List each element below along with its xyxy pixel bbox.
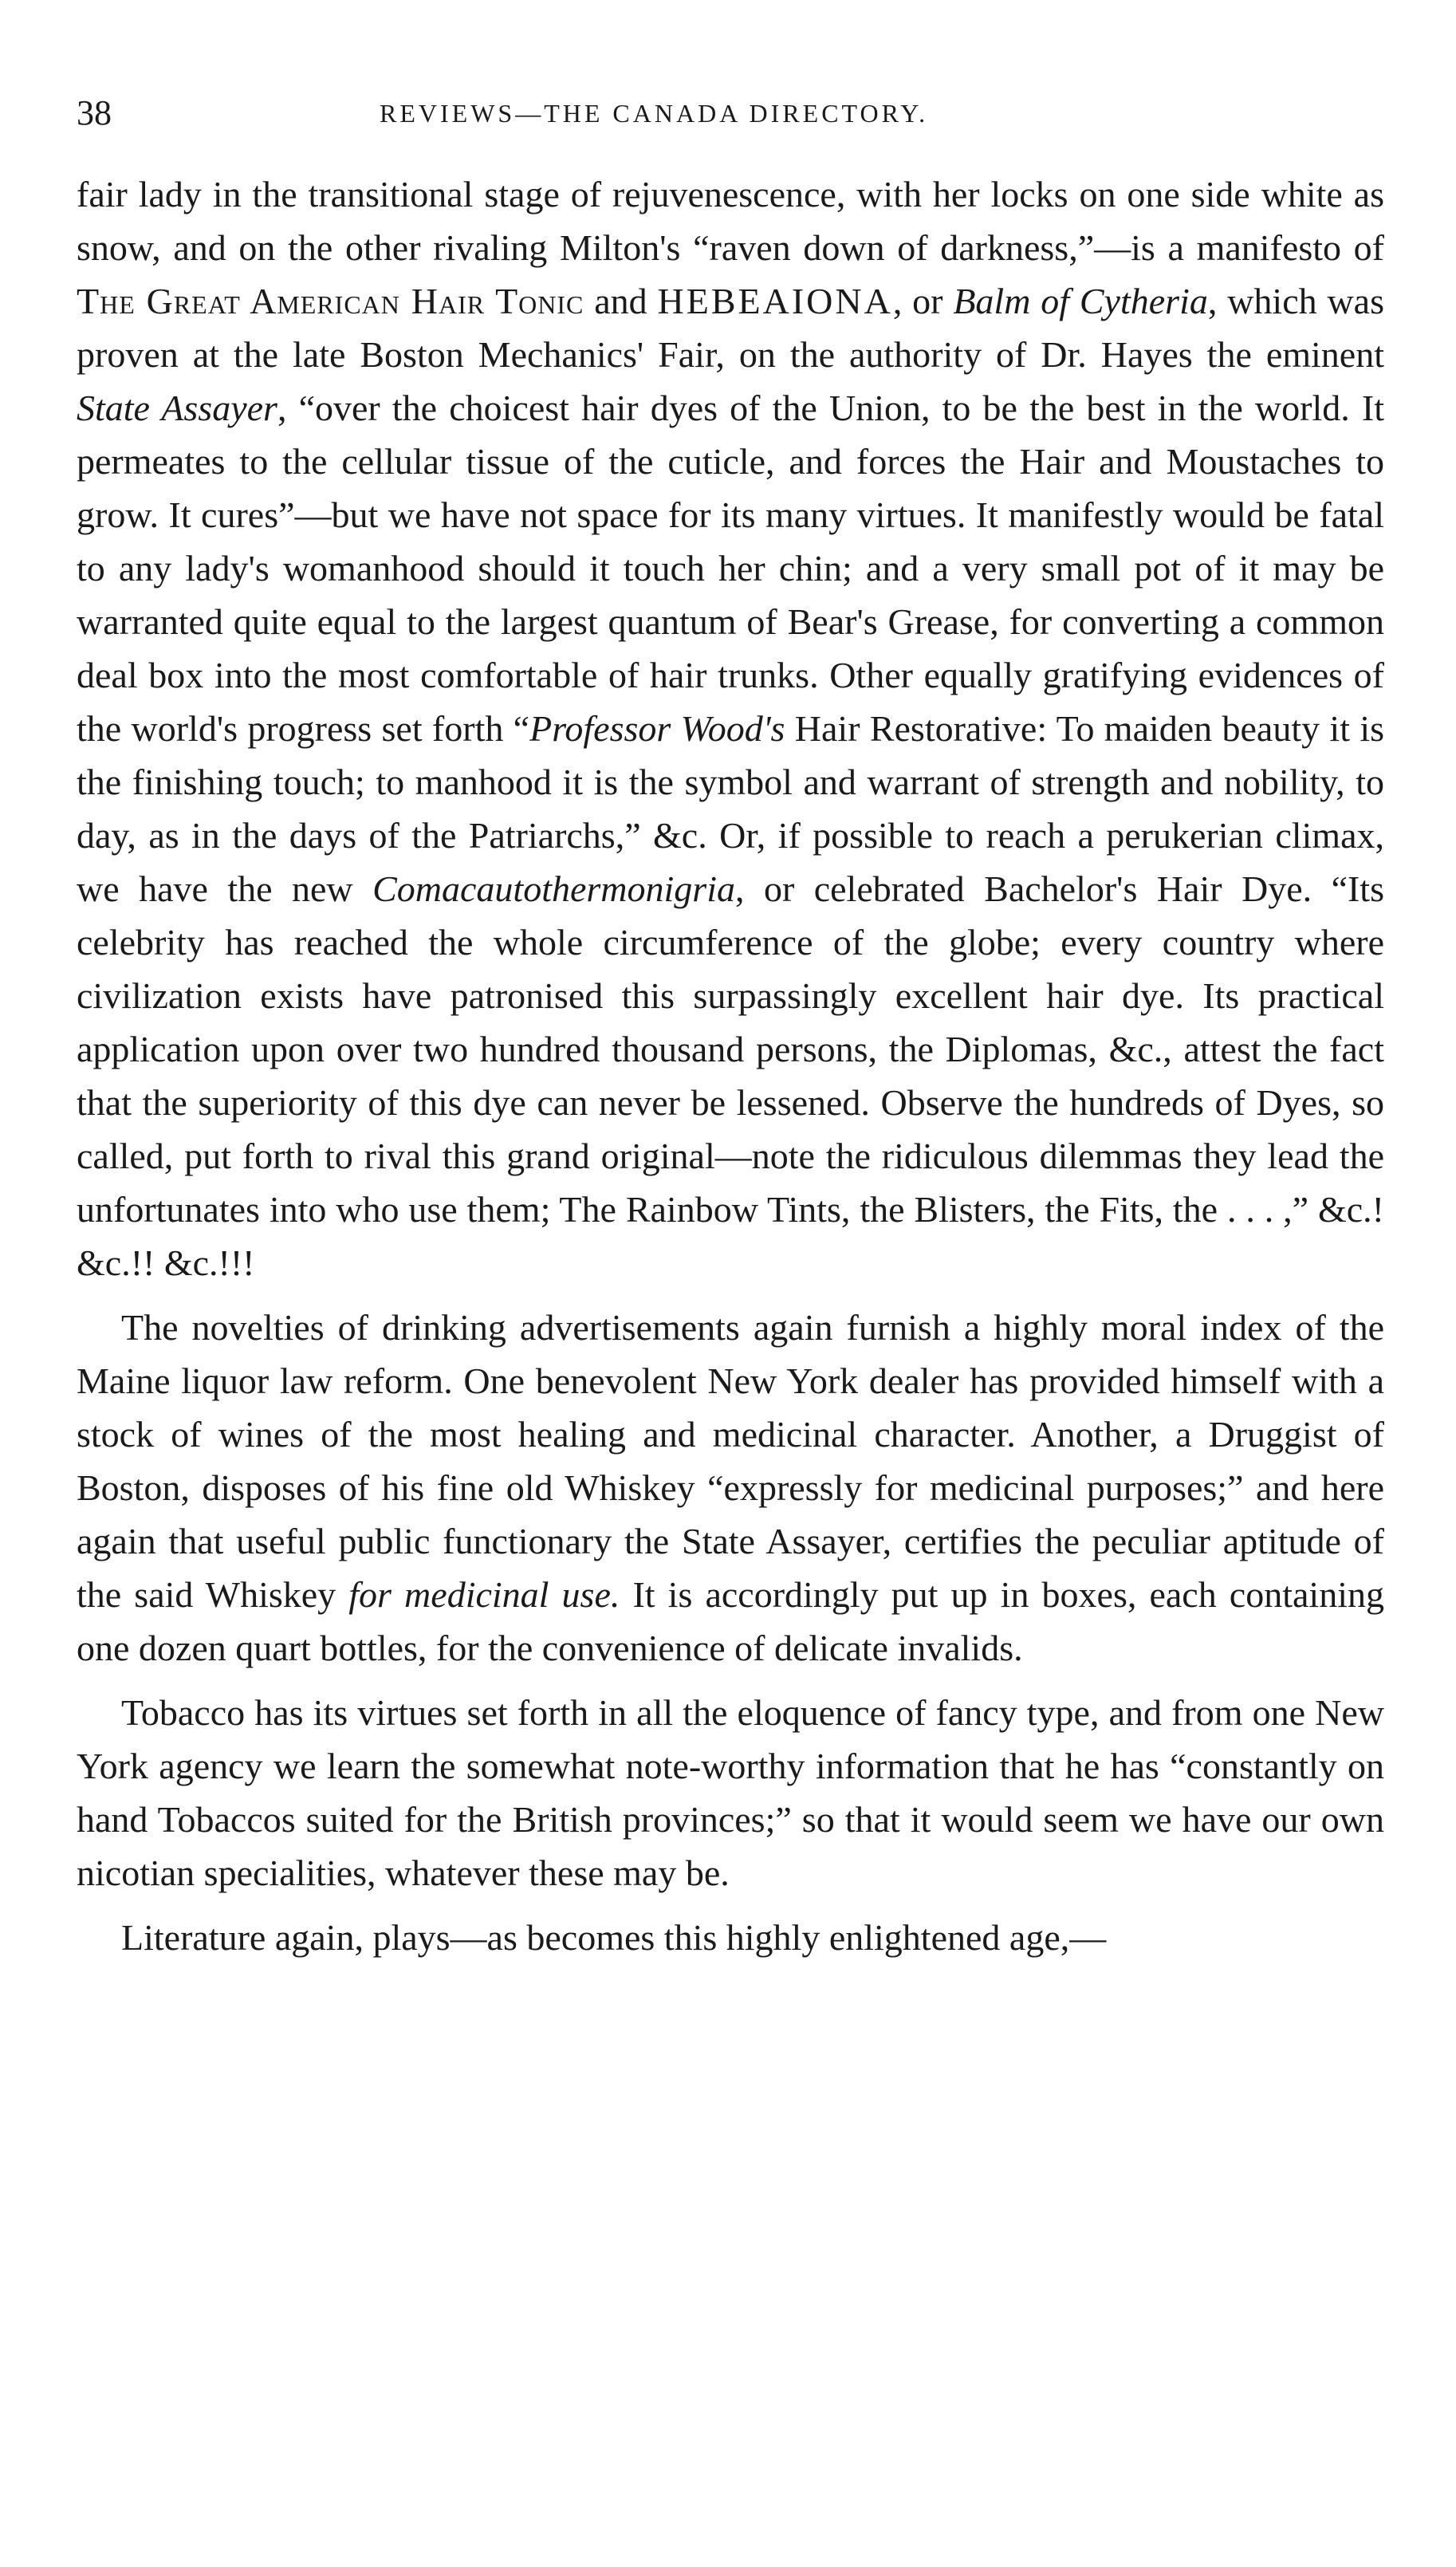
product-name: Balm of Cytheria — [953, 281, 1208, 321]
paragraph-literature: Literature again, plays—as becomes this highly enlightened age,— — [121, 1917, 1107, 1958]
paragraph-tobacco: Tobacco has its virtues set forth in all the eloquence of fancy type, and from one New York agency we learn the somewhat note-worthy information that he has “constantly on hand Tobaccos suited for the British provinces;” so that it would seem we have our own nicotian specialities, whatever these may be. — [77, 1692, 1384, 1893]
emphasis-text: State Assayer — [77, 388, 277, 428]
paragraph-drinking: The novelties of drinking advertisements again furnish a highly moral index of the Maine liquor law reform. One benevolent New York dealer has provided himself with a stock of wines of the most healing and medicinal character. Another, a Druggist of Boston, disposes of his fine old Whiskey “expressly for medicinal purposes;” and here again that useful public functionary the State Assayer, certifies the peculiar aptitude of the said Whiskey for medicinal use. It is accordingly put up in boxes, each containing one dozen quart bottles, for the convenience of delicate invalids. — [77, 1307, 1384, 1668]
body-text — [77, 167, 1384, 1964]
page-header — [77, 89, 1384, 137]
page-number: 38 — [77, 93, 112, 132]
product-name: The Great American Hair Tonic — [77, 281, 584, 321]
running-head: REVIEWS—THE CANADA DIRECTORY. — [380, 99, 929, 128]
emphasis-text: for medicinal use. — [348, 1574, 620, 1615]
emphasis-text: Professor Wood's — [529, 708, 785, 749]
product-name: HEBEAIONA — [657, 281, 893, 321]
product-name: Comacautothermonigria — [372, 868, 735, 909]
paragraph-hair-tonics: fair lady in the transitional stage of rejuvenescence, with her locks on one side white as snow, and on the other rivaling Milton's “raven down of darkness,”—is a manifesto of The Great American Hair Tonic and HEBEAIONA, or Balm of Cytheria, which was proven at the late Boston Mechanics' Fair, on the authority of Dr. Hayes the eminent State Assayer, “over the choicest hair dyes of the Union, to be the best in the world. It permeates to the cellular tissue of the cuticle, and forces the Hair and Moustaches to grow. It cures”—but we have not space for its many virtues. It manifestly would be fatal to any lady's womanhood should it touch her chin; and a very small pot of it may be warranted quite equal to the largest quantum of Bear's Grease, for converting a common deal box into the most comfortable of hair trunks. Other equally gratifying evidences of the world's progress set forth “Professor Wood's Hair Restorative: To maiden beauty it is the finishing touch; to manhood it is the symbol and warrant of strength and nobility, to day, as in the days of the Patriarchs,” &c. Or, if possible to reach a perukerian climax, we have the new Comacautothermonigria, or celebrated Bachelor's Hair Dye. “Its celebrity has reached the whole circumference of the globe; every country where civilization exists have patronised this surpassingly excellent hair dye. Its practical application upon over two hundred thousand persons, the Diplomas, &c., attest the fact that the superiority of this dye can never be lessened. Observe the hundreds of Dyes, so called, put forth to rival this grand original—note the ridiculous dilemmas they lead the unfortunates into who use them; The Rainbow Tints, the Blisters, the Fits, the . . . ,” &c.! &c.!! &c.!!! — [77, 174, 1384, 1283]
